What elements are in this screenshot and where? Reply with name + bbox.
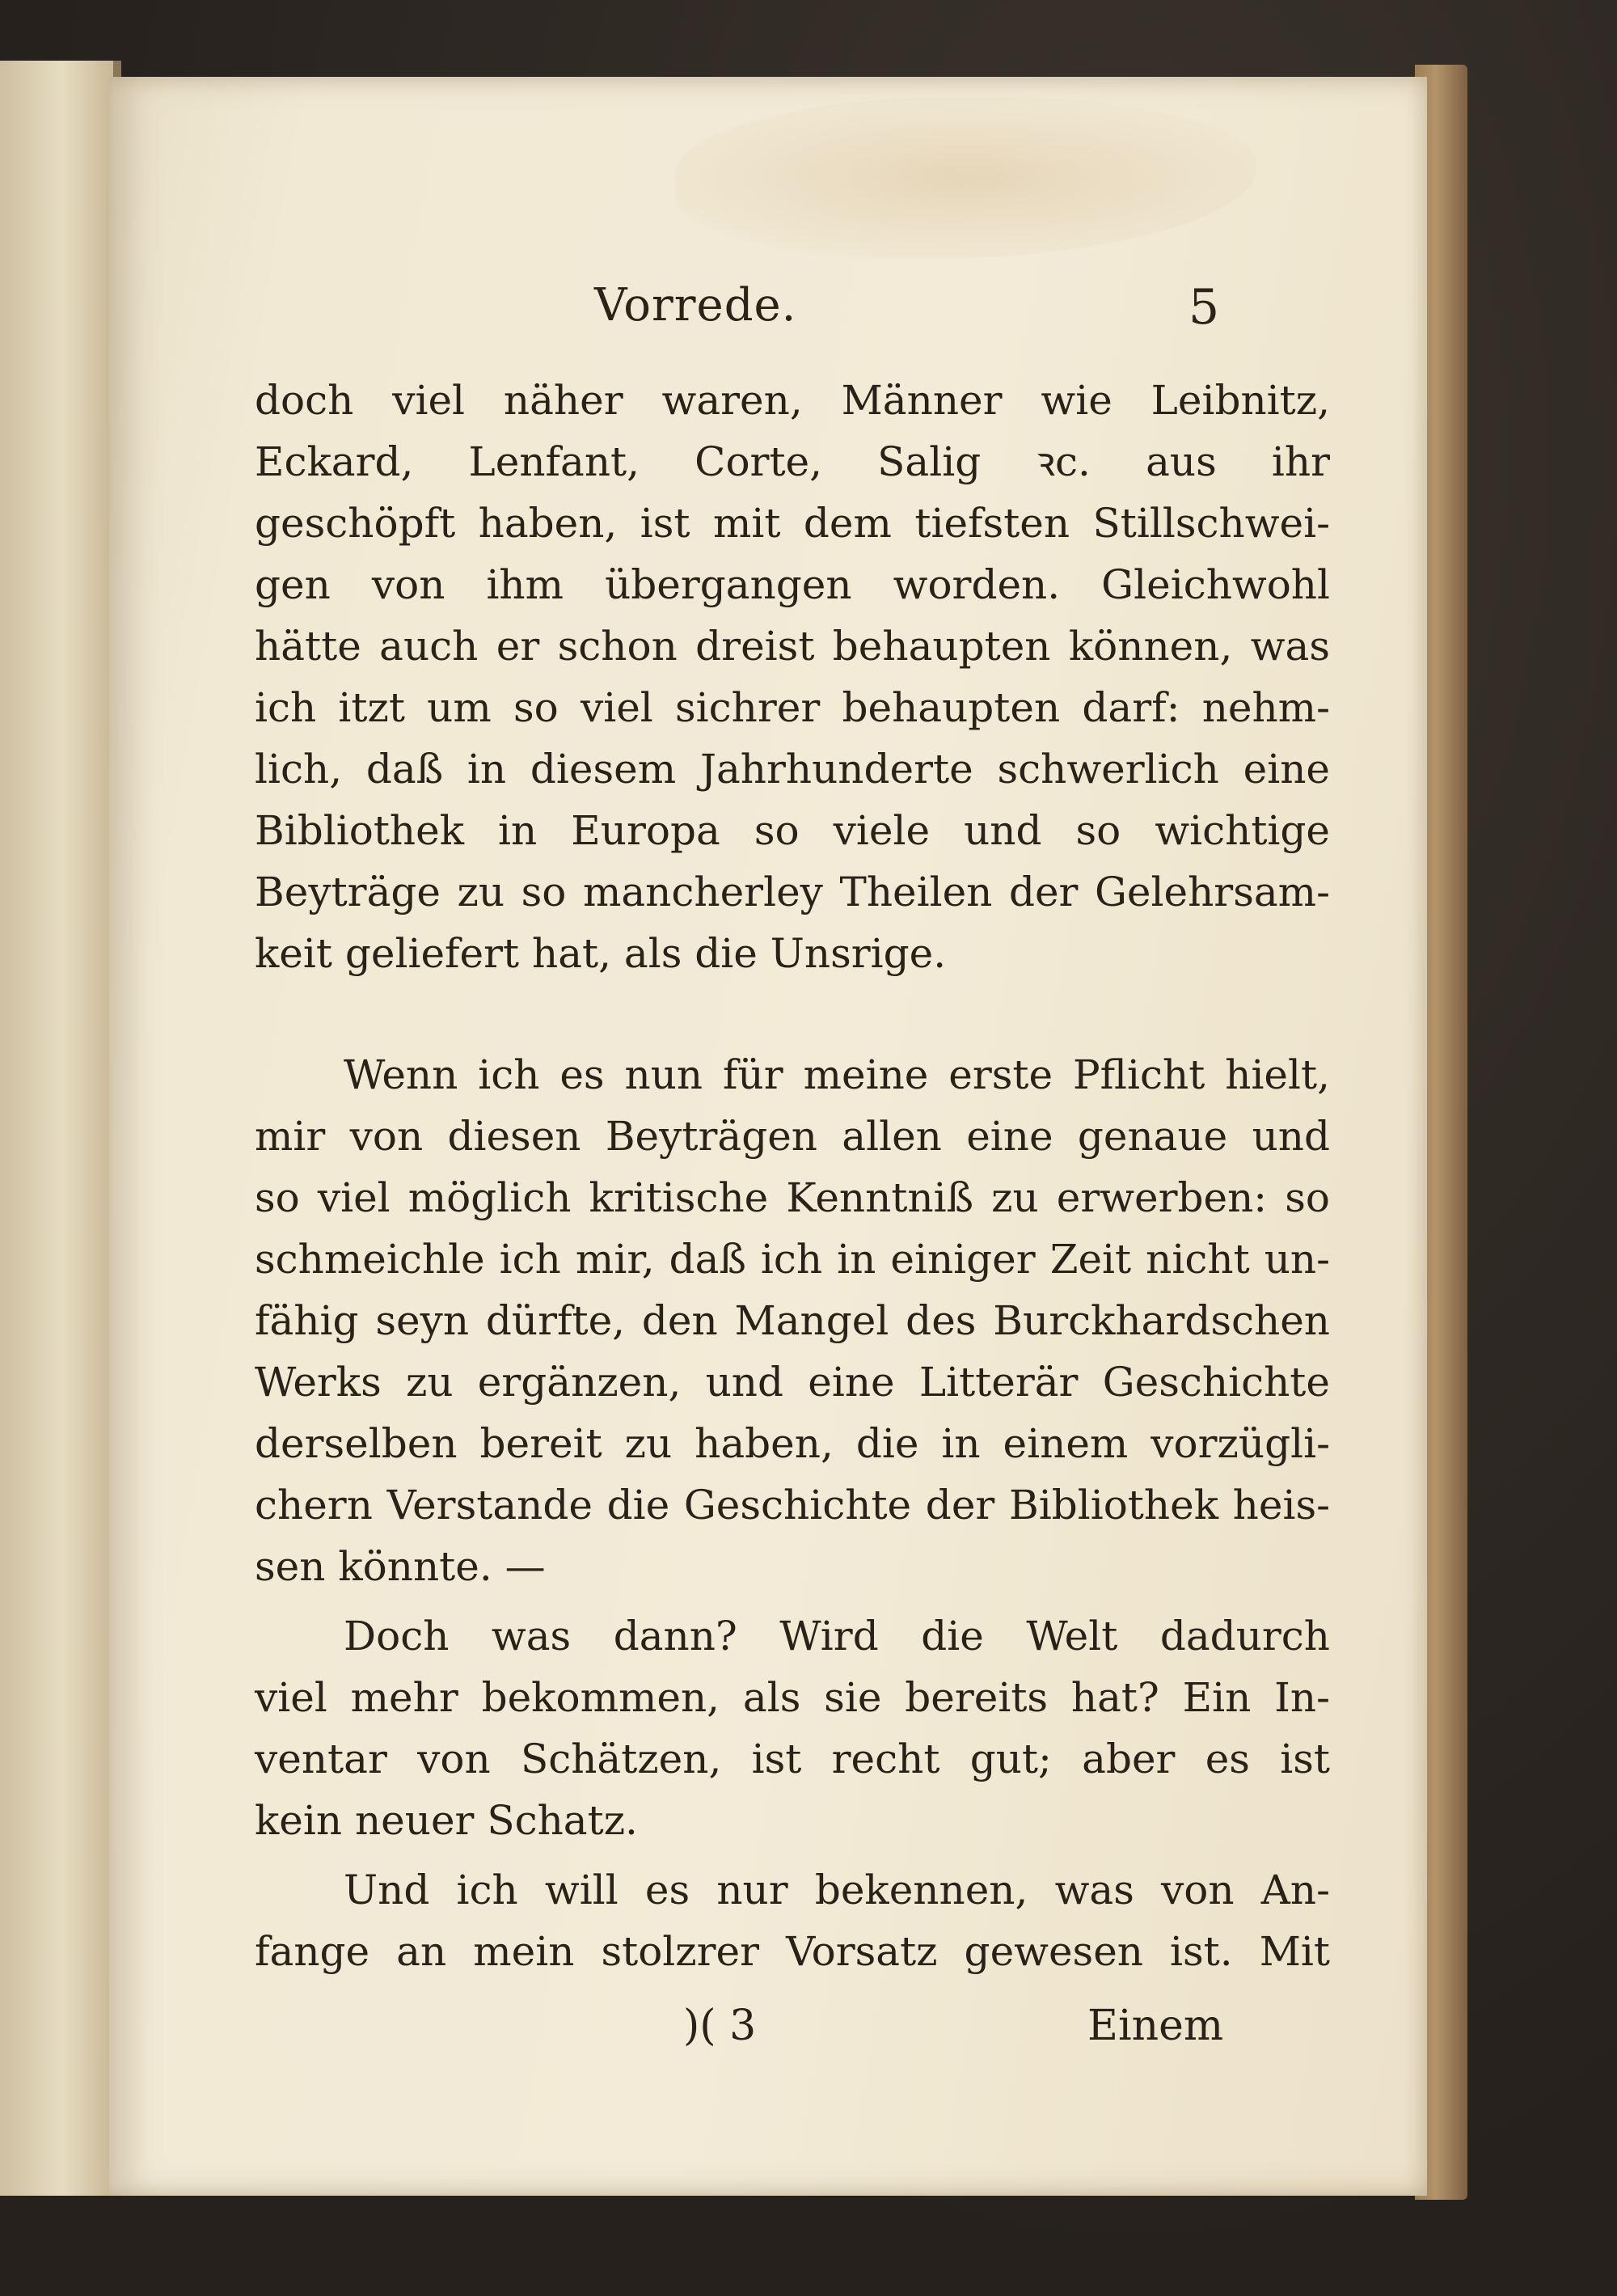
text-line: viel mehr bekommen, als sie bereits hat? Ein In-: [255, 1674, 1330, 1721]
text-line: Werks zu ergänzen, und eine Litterär Geschichte: [255, 1359, 1330, 1406]
paragraph: [255, 1859, 1330, 1982]
water-stain: [675, 97, 1257, 259]
text-line: Wenn ich es nun für meine erste Pflicht hielt,: [344, 1051, 1330, 1098]
text-line: fange an mein stolzrer Vorsatz gewesen ist. Mit: [255, 1928, 1330, 1975]
text-line: Bibliothek in Europa so viele und so wichtige: [255, 807, 1330, 854]
text-line: schmeichle ich mir, daß ich in einiger Zeit nicht un-: [255, 1236, 1330, 1283]
text-line: gen von ihm übergangen worden. Gleichwohl: [255, 561, 1330, 608]
page-number: 5: [1188, 279, 1220, 336]
text-line: mir von diesen Beyträgen allen eine genaue und: [255, 1113, 1330, 1160]
signature-mark: )( 3: [683, 2002, 757, 2050]
paragraph: [255, 1044, 1330, 1597]
text-line: keit geliefert hat, als die Unsrige.: [255, 930, 947, 977]
body-text: [255, 370, 1330, 1982]
text-line: derselben bereit zu haben, die in einem vorzügli-: [255, 1420, 1330, 1467]
text-line: hätte auch er schon dreist behaupten können, was: [255, 623, 1330, 670]
text-line: ich itzt um so viel sichrer behaupten darf: nehm-: [255, 684, 1330, 731]
catchword: Einem: [1087, 2002, 1224, 2050]
running-head: [109, 279, 1427, 352]
text-line: ventar von Schätzen, ist recht gut; aber es ist: [255, 1736, 1330, 1782]
paragraph: [255, 370, 1330, 984]
facing-page-edge: [0, 61, 121, 2196]
text-line: Doch was dann? Wird die Welt dadurch: [344, 1613, 1330, 1660]
text-line: so viel möglich kritische Kenntniß zu erwerben: so: [255, 1174, 1330, 1221]
text-line: sen könnte. —: [255, 1543, 546, 1590]
page-footer: [109, 2002, 1427, 2066]
text-line: doch viel näher waren, Männer wie Leibnitz,: [255, 377, 1330, 424]
text-line: lich, daß in diesem Jahrhunderte schwerlich eine: [255, 746, 1330, 793]
text-line: kein neuer Schatz.: [255, 1797, 638, 1844]
text-line: Eckard, Lenfant, Corte, Salig ꝛc. aus ihr: [255, 438, 1330, 485]
text-line: fähig seyn dürfte, den Mangel des Burckhardschen: [255, 1297, 1330, 1344]
paragraph: [255, 1605, 1330, 1851]
running-head-title: Vorrede.: [594, 279, 797, 332]
text-line: Und ich will es nur bekennen, was von An-: [344, 1867, 1330, 1913]
text-line: Beyträge zu so mancherley Theilen der Gelehrsam-: [255, 869, 1330, 915]
text-line: geschöpft haben, ist mit dem tiefsten Stillschwei-: [255, 500, 1330, 547]
book-page: [109, 77, 1427, 2196]
text-line: chern Verstande die Geschichte der Bibliothek heis-: [255, 1482, 1330, 1529]
